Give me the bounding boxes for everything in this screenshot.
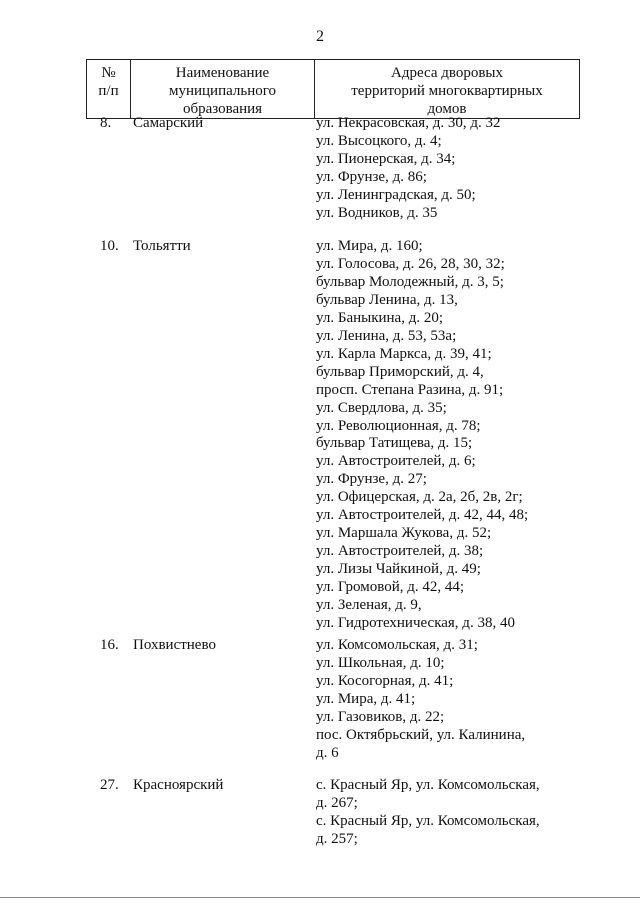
header-name-cell <box>131 60 315 119</box>
header-num-line-2: п/п <box>98 83 119 99</box>
address-list <box>316 637 561 763</box>
header-addr-line-3: домов <box>427 101 467 117</box>
header-name-line-3: образования <box>182 101 263 117</box>
scan-edge-line <box>0 897 640 898</box>
municipality-name: Красноярский <box>133 777 224 793</box>
row-number: 10. <box>100 238 119 254</box>
address-line: ул. Газовиков, д. 22; <box>316 708 445 725</box>
address-line: просп. Степана Разина, д. 91; <box>316 381 504 398</box>
address-line: ул. Гидротехническая, д. 38, 40 <box>316 615 515 632</box>
address-line: д. 6 <box>316 744 339 761</box>
address-line: ул. Фрунзе, д. 27; <box>316 471 427 488</box>
address-line: ул. Голосова, д. 26, 28, 30, 32; <box>316 255 505 272</box>
address-line: ул. Косогорная, д. 41; <box>316 672 454 689</box>
address-line: с. Красный Яр, ул. Комсомольская, <box>316 777 540 793</box>
row-number: 27. <box>100 777 119 793</box>
address-line: ул. Ленина, д. 53, 53а; <box>316 327 457 344</box>
address-list <box>316 238 561 633</box>
address-line: бульвар Приморский, д. 4, <box>316 363 484 380</box>
address-line: с. Красный Яр, ул. Комсомольская, <box>316 812 540 829</box>
row-number: 8. <box>100 115 112 131</box>
address-line: ул. Зеленая, д. 9, <box>316 597 422 614</box>
address-line: ул. Свердлова, д. 35; <box>316 399 447 416</box>
address-line: ул. Карла Маркса, д. 39, 41; <box>316 345 492 362</box>
address-line: ул. Водников, д. 35 <box>316 204 438 221</box>
address-line: ул. Ленинградская, д. 50; <box>316 186 476 203</box>
address-line: ул. Школьная, д. 10; <box>316 654 445 671</box>
header-addr-cell <box>315 60 580 119</box>
header-addr-line-1: Адреса дворовых <box>390 65 504 81</box>
header-num-cell <box>87 60 131 119</box>
municipality-name: Тольятти <box>133 238 191 254</box>
address-line: ул. Баныкина, д. 20; <box>316 309 444 326</box>
address-line: ул. Лизы Чайкиной, д. 49; <box>316 561 481 578</box>
address-line: ул. Маршала Жукова, д. 52; <box>316 525 492 542</box>
address-line: бульвар Ленина, д. 13, <box>316 291 458 308</box>
address-line: ул. Автостроителей, д. 6; <box>316 453 476 470</box>
address-line: ул. Пионерская, д. 34; <box>316 150 456 167</box>
row-number: 16. <box>100 637 119 653</box>
address-list <box>316 777 561 849</box>
address-line: ул. Мира, д. 160; <box>316 238 423 254</box>
header-num-line-1: № <box>101 65 116 81</box>
address-line: бульвар Татищева, д. 15; <box>316 435 473 452</box>
address-line: пос. Октябрьский, ул. Калинина, <box>316 726 526 743</box>
address-line: ул. Некрасовская, д. 30, д. 32 <box>316 115 501 131</box>
address-line: д. 267; <box>316 794 358 811</box>
address-line: ул. Фрунзе, д. 86; <box>316 168 427 185</box>
address-line: ул. Высоцкого, д. 4; <box>316 132 442 149</box>
address-line: ул. Мира, д. 41; <box>316 690 416 707</box>
address-line: д. 257; <box>316 830 358 847</box>
address-line: ул. Комсомольская, д. 31; <box>316 637 478 653</box>
header-name-line-2: муниципального <box>168 83 277 99</box>
address-line: бульвар Молодежный, д. 3, 5; <box>316 273 504 290</box>
address-line: ул. Офицерская, д. 2а, 2б, 2в, 2г; <box>316 489 523 506</box>
address-list <box>316 115 561 223</box>
address-line: ул. Революционная, д. 78; <box>316 417 481 434</box>
address-line: ул. Громовой, д. 42, 44; <box>316 579 465 596</box>
page-number: 2 <box>316 28 324 45</box>
municipality-name: Самарский <box>133 115 204 131</box>
header-addr-line-2: территорий многоквартирных <box>351 83 543 99</box>
header-name-line-1: Наименование <box>175 65 270 81</box>
address-line: ул. Автостроителей, д. 38; <box>316 543 484 560</box>
address-line: ул. Автостроителей, д. 42, 44, 48; <box>316 507 529 524</box>
municipality-name: Похвистнево <box>133 637 216 653</box>
table-header <box>86 59 580 119</box>
